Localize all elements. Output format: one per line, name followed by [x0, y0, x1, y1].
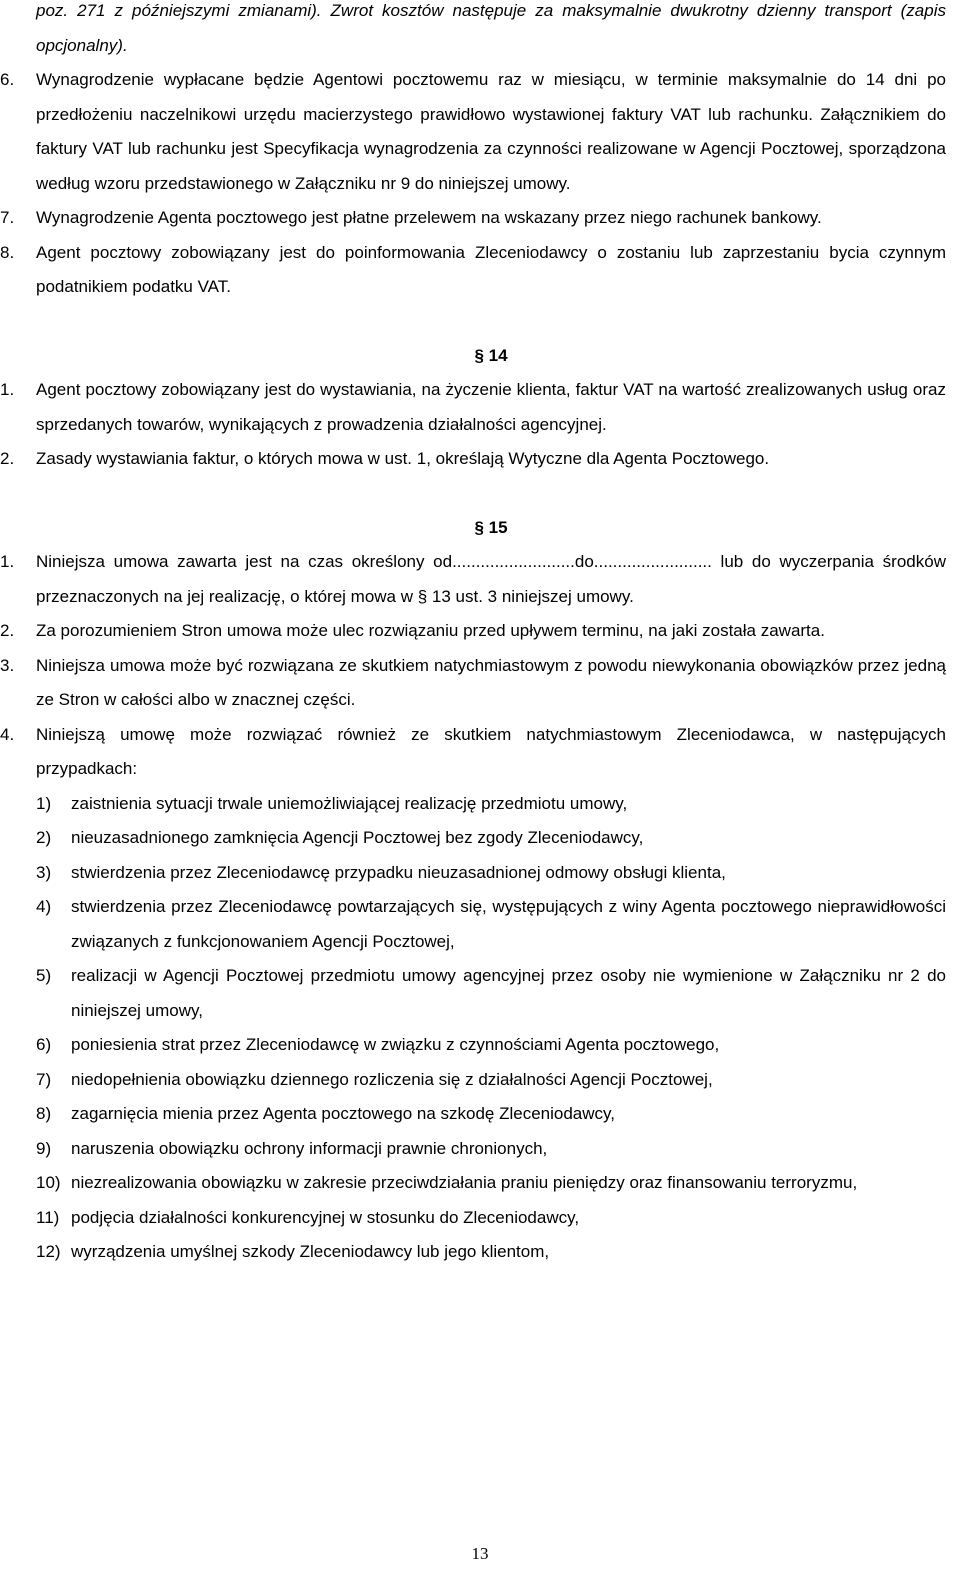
paragraph-number: 2.	[0, 449, 15, 468]
list-item-text: stwierdzenia przez Zleceniodawcę przypadku nieuzasadnionej odmowy obsługi klienta,	[71, 862, 726, 882]
list-item-number: 12)	[36, 1242, 61, 1261]
list-item-number: 9)	[36, 1138, 52, 1158]
intro-text-a: poz. 271 z późniejszymi zmianami).	[36, 1, 322, 20]
paragraph-number: 4.	[0, 724, 15, 744]
paragraph-text: Niniejszą umowę może rozwiązać również ze skutkiem natychmiastowym Zleceniodawca, w następujących przypadkach:	[36, 724, 946, 778]
paragraph-number: 8.	[0, 242, 15, 262]
paragraph-text: Niniejsza umowa może być rozwiązana ze skutkiem natychmiastowym z powodu niewykonania obowiązków przez jedną ze Stron w całości albo w znacznej części.	[36, 655, 946, 709]
paragraph-number: 1.	[0, 380, 15, 399]
list-item-number: 3)	[36, 862, 52, 882]
section15-paragraph-1	[0, 545, 946, 614]
list-item-number: 4)	[36, 897, 52, 916]
list-item-number: 8)	[36, 1104, 52, 1123]
paragraph-text: Wynagrodzenie Agenta pocztowego jest płatne przelewem na wskazany przez niego rachunek bankowy.	[36, 208, 822, 227]
list-item-number: 2)	[36, 828, 52, 847]
list-item-text: podjęcia działalności konkurencyjnej w stosunku do Zleceniodawcy,	[71, 1207, 580, 1227]
list-item	[36, 1028, 946, 1063]
paragraph-text: Wynagrodzenie wypłacane będzie Agentowi pocztowemu raz w miesiącu, w terminie maksymalnie do 14 dni po przedłożeniu naczelnikowi urzędu macierzystego prawidłowo wystawionej faktury VAT lub rachunku. Załącznikiem do faktury VAT lub rachunku jest Specyfikacja wynagrodzenia za czynności realizowane w Agencji Pocztowej, sporządzona według wzoru przedstawionego w Załączniku nr 9 do niniejszej umowy.	[36, 70, 946, 193]
section14-paragraph-2	[0, 442, 946, 477]
section15-paragraph-2	[0, 614, 946, 649]
list-item-number: 7)	[36, 1069, 52, 1089]
list-item	[36, 1201, 946, 1236]
paragraph-number: 6.	[0, 70, 15, 89]
list-item	[36, 959, 946, 1028]
intro-text-b: Zwrot kosztów następuje za maksymalnie dwukrotny dzienny transport (zapis opcjonalny).	[36, 1, 946, 55]
list-item-text: naruszenia obowiązku ochrony informacji prawnie chronionych,	[71, 1138, 548, 1158]
paragraph-number: 2.	[0, 621, 15, 640]
intro-paragraph	[36, 0, 946, 63]
list-item-number: 11)	[36, 1207, 60, 1227]
list-item	[36, 1132, 946, 1167]
paragraph-number: 3.	[0, 655, 15, 675]
list-item	[36, 856, 946, 891]
list-item-text: stwierdzenia przez Zleceniodawcę powtarzających się, występujących z winy Agenta pocztowego nieprawidłowości związanych z funkcjonowaniem Agencji Pocztowej,	[71, 897, 946, 951]
list-item-number: 6)	[36, 1035, 52, 1054]
termination-cases-list	[36, 787, 946, 1270]
list-item	[36, 821, 946, 856]
spacer	[36, 477, 946, 511]
list-item-number: 5)	[36, 966, 52, 985]
list-item-text: niedopełnienia obowiązku dziennego rozliczenia się z działalności Agencji Pocztowej,	[71, 1069, 713, 1089]
paragraph-text: Niniejsza umowa zawarta jest na czas określony od..........................do......................... lub do wyczerpania środków przeznaczonych na jej realizację, o której mowa w § 13 ust. 3 niniejszej umowy.	[36, 552, 946, 606]
list-item-text: niezrealizowania obowiązku w zakresie przeciwdziałania praniu pieniędzy oraz finansowaniu terroryzmu,	[71, 1173, 858, 1192]
list-item-text: nieuzasadnionego zamknięcia Agencji Pocztowej bez zgody Zleceniodawcy,	[71, 828, 644, 847]
page-number: 13	[471, 1544, 489, 1563]
section-heading-15: § 15	[474, 517, 508, 537]
list-item	[36, 890, 946, 959]
list-item	[36, 1166, 946, 1201]
paragraph-text: Za porozumieniem Stron umowa może ulec rozwiązaniu przed upływem terminu, na jaki została zawarta.	[36, 621, 825, 640]
list-item	[36, 1097, 946, 1132]
list-item	[36, 1063, 946, 1098]
section14-paragraph-1	[0, 373, 946, 442]
list-item-text: zagarnięcia mienia przez Agenta pocztowego na szkodę Zleceniodawcy,	[71, 1104, 615, 1123]
list-item-text: zaistnienia sytuacji trwale uniemożliwiającej realizację przedmiotu umowy,	[71, 793, 628, 813]
section13-paragraph-6	[0, 63, 946, 201]
list-item	[36, 1235, 946, 1270]
list-item-text: realizacji w Agencji Pocztowej przedmiotu umowy agencyjnej przez osoby nie wymienione w Załączniku nr 2 do niniejszej umowy,	[71, 966, 946, 1020]
paragraph-number: 7.	[0, 208, 15, 227]
paragraph-text: Agent pocztowy zobowiązany jest do poinformowania Zleceniodawcy o zostaniu lub zaprzestaniu bycia czynnym podatnikiem podatku VAT.	[36, 242, 946, 296]
list-item-text: wyrządzenia umyślnej szkody Zleceniodawcy lub jego klientom,	[71, 1242, 550, 1261]
section15-paragraph-3	[0, 649, 946, 718]
paragraph-number: 1.	[0, 552, 15, 571]
list-item-number: 1)	[36, 793, 52, 813]
paragraph-text: Zasady wystawiania faktur, o których mowa w ust. 1, określają Wytyczne dla Agenta Pocztowego.	[36, 449, 770, 468]
section15-paragraph-4	[0, 718, 946, 787]
spacer	[36, 305, 946, 339]
section-heading-14: § 14	[474, 345, 508, 365]
list-item-number: 10)	[36, 1173, 61, 1192]
section13-paragraph-7	[0, 201, 946, 236]
list-item-text: poniesienia strat przez Zleceniodawcę w związku z czynnościami Agenta pocztowego,	[71, 1035, 720, 1054]
paragraph-text: Agent pocztowy zobowiązany jest do wystawiania, na życzenie klienta, faktur VAT na wartość zrealizowanych usług oraz sprzedanych towarów, wynikających z prowadzenia działalności agencyjnej.	[36, 380, 946, 434]
section13-paragraph-8	[0, 236, 946, 305]
list-item	[36, 787, 946, 822]
